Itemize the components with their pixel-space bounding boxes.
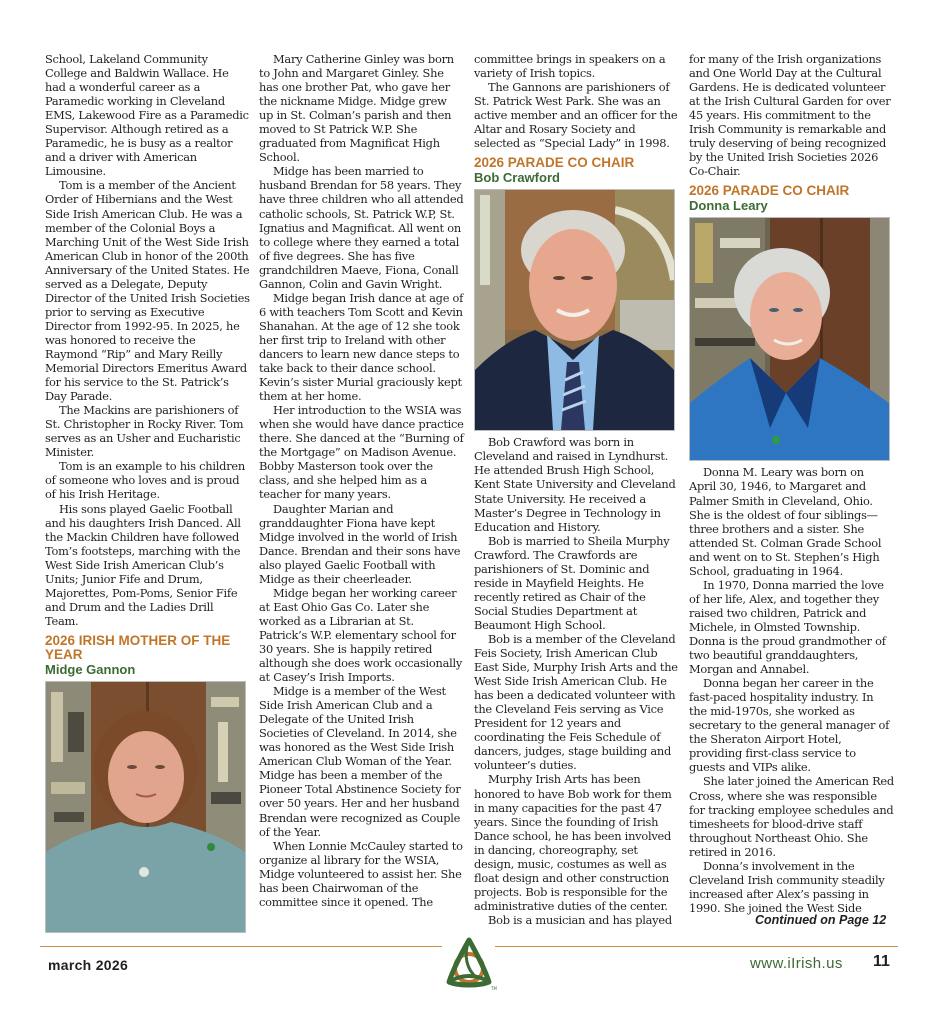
article-paragraph: Tom is a member of the Ancient Order of Hibernians and the West Side Irish American Club. He was a member of the Colonial Boys a Marching Unit of the West Side Irish American Club in honor of the 200th Anniversary of the United States. He served as a Delegate, Deputy Director of the United Irish Societies prior to serving as Executive Director from 1992-95. In 2025, he was honored to receive the Raymond “Rip” and Mary Reilly Memorial Directors Emeritus Award for his service to the St. Patrick’s Day Parade. bbox=[45, 178, 250, 404]
column-3 bbox=[474, 52, 679, 927]
article-paragraph: Donna began her career in the fast-paced hospitality industry. In the mid-1970s, she worked as secretary to the general manager of the Sheraton Airport Hotel, providing first-class service to guests and VIPs alike. bbox=[689, 676, 890, 775]
section-kicker-parade-co-chair: 2026 PARADE CO CHAIR bbox=[474, 155, 635, 171]
honoree-name-midge-gannon: Midge Gannon bbox=[45, 661, 136, 677]
column-1 bbox=[45, 52, 250, 937]
photo-donna-leary bbox=[689, 217, 890, 461]
portrait-image bbox=[690, 218, 889, 460]
article-paragraph: In 1970, Donna married the love of her life, Alex, and together they raised two children, Patrick and Michele, in Olmsted Township. Donna is the proud grandmother of two beautiful granddaughters, Morgan and Annabel. bbox=[689, 577, 886, 677]
article-paragraph: committee brings in speakers on a variety of Irish topics. bbox=[474, 52, 666, 81]
article-paragraph: Bob Crawford was born in Cleveland and raised in Lyndhurst. He attended Brush High School, Kent State University and Cleveland State University. He received a Master’s Degree in Technology in Education and History. bbox=[474, 435, 676, 534]
photo-bob-crawford bbox=[474, 189, 675, 431]
article-paragraph: Midge has been married to husband Brendan for 58 years. They have three children who all attended catholic schools, St. Patrick W.P, St. Ignatius and Magnificat. All went on to college where they earned a total of five degrees. She has five grandchildren Maeve, Fiona, Conall Gannon, Colin and Gavin Wright. bbox=[259, 164, 464, 291]
article-paragraph: Midge began her working career at East Ohio Gas Co. Later she worked as a Librarian at St. Patrick’s W.P. elementary school for 30 years. She is happily retired although she does work occasionally at Casey’s Irish Imports. bbox=[259, 585, 463, 685]
article-paragraph: The Gannons are parishioners of St. Patrick West Park. She was an active member and an officer for the Altar and Rosary Society and selected as “Special Lady” in 1998. bbox=[474, 80, 678, 151]
website-url[interactable]: www.iIrish.us bbox=[750, 955, 843, 972]
column-2 bbox=[259, 52, 464, 909]
honoree-name-bob-crawford: Bob Crawford bbox=[474, 170, 560, 186]
section-kicker-irish-mother: 2026 IRISH MOTHER OF THE YEAR bbox=[45, 632, 231, 662]
article-paragraph: Her introduction to the WSIA was when she would have dance practice there. She danced at the “Burning of the Mortgage” on Madison Avenue. Bobby Masterson took over the class, and she helped him as a teacher for many years. bbox=[259, 403, 464, 502]
article-paragraph: Donna M. Leary was born on April 30, 1946, to Margaret and Palmer Smith in Cleveland, Ohio. She is the oldest of four siblings—three brothers and a sister. She attended St. Colman Grade School and went on to St. Stephen’s High School, graduating in 1964. bbox=[689, 465, 882, 578]
article-paragraph: Midge began Irish dance at age of 6 with teachers Tom Scott and Kevin Shanahan. At the age of 12 she took her first trip to Ireland with other dancers to learn new dance steps to take back to their dance school. Kevin’s sister Murial graciously kept them at her home. bbox=[259, 290, 464, 404]
issue-date: march 2026 bbox=[48, 957, 129, 973]
article-paragraph: Daughter Marian and granddaughter Fiona have kept Midge involved in the world of Irish Dance. Brendan and their sons have also played Gaelic Football with Midge as their cheerleader. bbox=[259, 501, 461, 586]
article-paragraph: Bob is married to Sheila Murphy Crawford. The Crawfords are parishioners of St. Dominic and reside in Mayfield Heights. He recently retired as Chair of the Social Studies Department at Beaumont High School. bbox=[474, 533, 670, 632]
article-paragraph: Mary Catherine Ginley was born to John and Margaret Ginley. She has one brother Pat, who gave her the nickname Midge. Midge grew up in St. Colman’s parish and then moved to St Patrick W.P. She graduated from Magnificat High School. bbox=[259, 52, 454, 165]
section-kicker-parade-co-chair: 2026 PARADE CO CHAIR bbox=[689, 183, 850, 199]
page-number: 11 bbox=[873, 953, 890, 970]
celtic-trinity-knot-logo-icon bbox=[441, 936, 497, 992]
article-paragraph: School, Lakeland Community College and Baldwin Wallace. He had a wonderful career as a Paramedic working in Cleveland EMS, Lakewood Fire as a Paramedic Supervisor. Although retired as a Paramedic, he is busy as a realtor and a driver with American Limousine. bbox=[45, 52, 249, 179]
continued-on-page-link[interactable]: Continued on Page 12 bbox=[755, 913, 887, 927]
article-paragraph: His sons played Gaelic Football and his daughters Irish Danced. All the Mackin Children have followed Tom’s footsteps, marching with the West Side Irish American Club’s Units; Junior Fife and Drum, Majorettes, Pom-Poms, Senior Fife and Drum and the Ladies Drill Team. bbox=[45, 501, 241, 628]
article-paragraph: Midge is a member of the West Side Irish American Club and a Delegate of the United Irish Societies of Cleveland. In 2014, she was honored as the West Side Irish American Club Woman of the Year. Midge has been a member of the Pioneer Total Abstinence Society for over 50 years. Her and her husband Brendan were recognized as Couple of the Year. bbox=[259, 684, 461, 839]
article-paragraph: Tom is an example to his children of someone who loves and is proud of his Irish Heritage. bbox=[45, 459, 245, 502]
portrait-image bbox=[475, 190, 674, 430]
article-paragraph: The Mackins are parishioners of St. Christopher in Rocky River. Tom serves as an Usher and Eucharistic Minister. bbox=[45, 403, 244, 460]
article-paragraph: for many of the Irish organizations and One World Day at the Cultural Gardens. He is dedicated volunteer at the Irish Cultural Garden for over 45 years. His commitment to the Irish Community is remarkable and truly deserving of being recognized by the United Irish Societies 2026 Co-Chair. bbox=[689, 52, 891, 179]
article-paragraph: She later joined the American Red Cross, where she was responsible for tracking employee schedules and timesheets for blood-drive staff throughout Northeast Ohio. She retired in 2016. bbox=[689, 774, 894, 859]
article-paragraph: Donna’s involvement in the Cleveland Irish community steadily increased after Alex’s passing in 1990. She joined the West Side bbox=[689, 858, 885, 915]
article-paragraph: When Lonnie McCauley started to organize al library for the WSIA, Midge volunteered to assist her. She has been Chairwoman of the committee since it opened. The bbox=[259, 838, 463, 909]
portrait-image bbox=[46, 682, 245, 932]
honoree-name-donna-leary: Donna Leary bbox=[689, 198, 768, 214]
footer-rule-left bbox=[40, 946, 442, 947]
column-4 bbox=[689, 52, 894, 915]
photo-midge-gannon bbox=[45, 681, 246, 933]
footer-rule-right bbox=[495, 946, 898, 947]
article-paragraph: Bob is a member of the Cleveland Feis Society, Irish American Club East Side, Murphy Irish Arts and the West Side Irish American Club. He has been a dedicated volunteer with the Cleveland Feis serving as Vice President for 12 years and coordinating the Feis Schedule of dancers, judges, stage building and volunteer’s duties. bbox=[474, 631, 678, 773]
article-paragraph: Bob is a musician and has played bbox=[488, 912, 672, 927]
article-paragraph: Murphy Irish Arts has been honored to have Bob work for them in many capacities for the past 47 years. Since the founding of Irish Dance school, he has been involved in dancing, choreography, set design, music, costumes as well as float design and other construction projects. Bob is responsible for the administrative duties of the center. bbox=[474, 772, 672, 913]
svg-text:TM: TM bbox=[491, 986, 497, 991]
